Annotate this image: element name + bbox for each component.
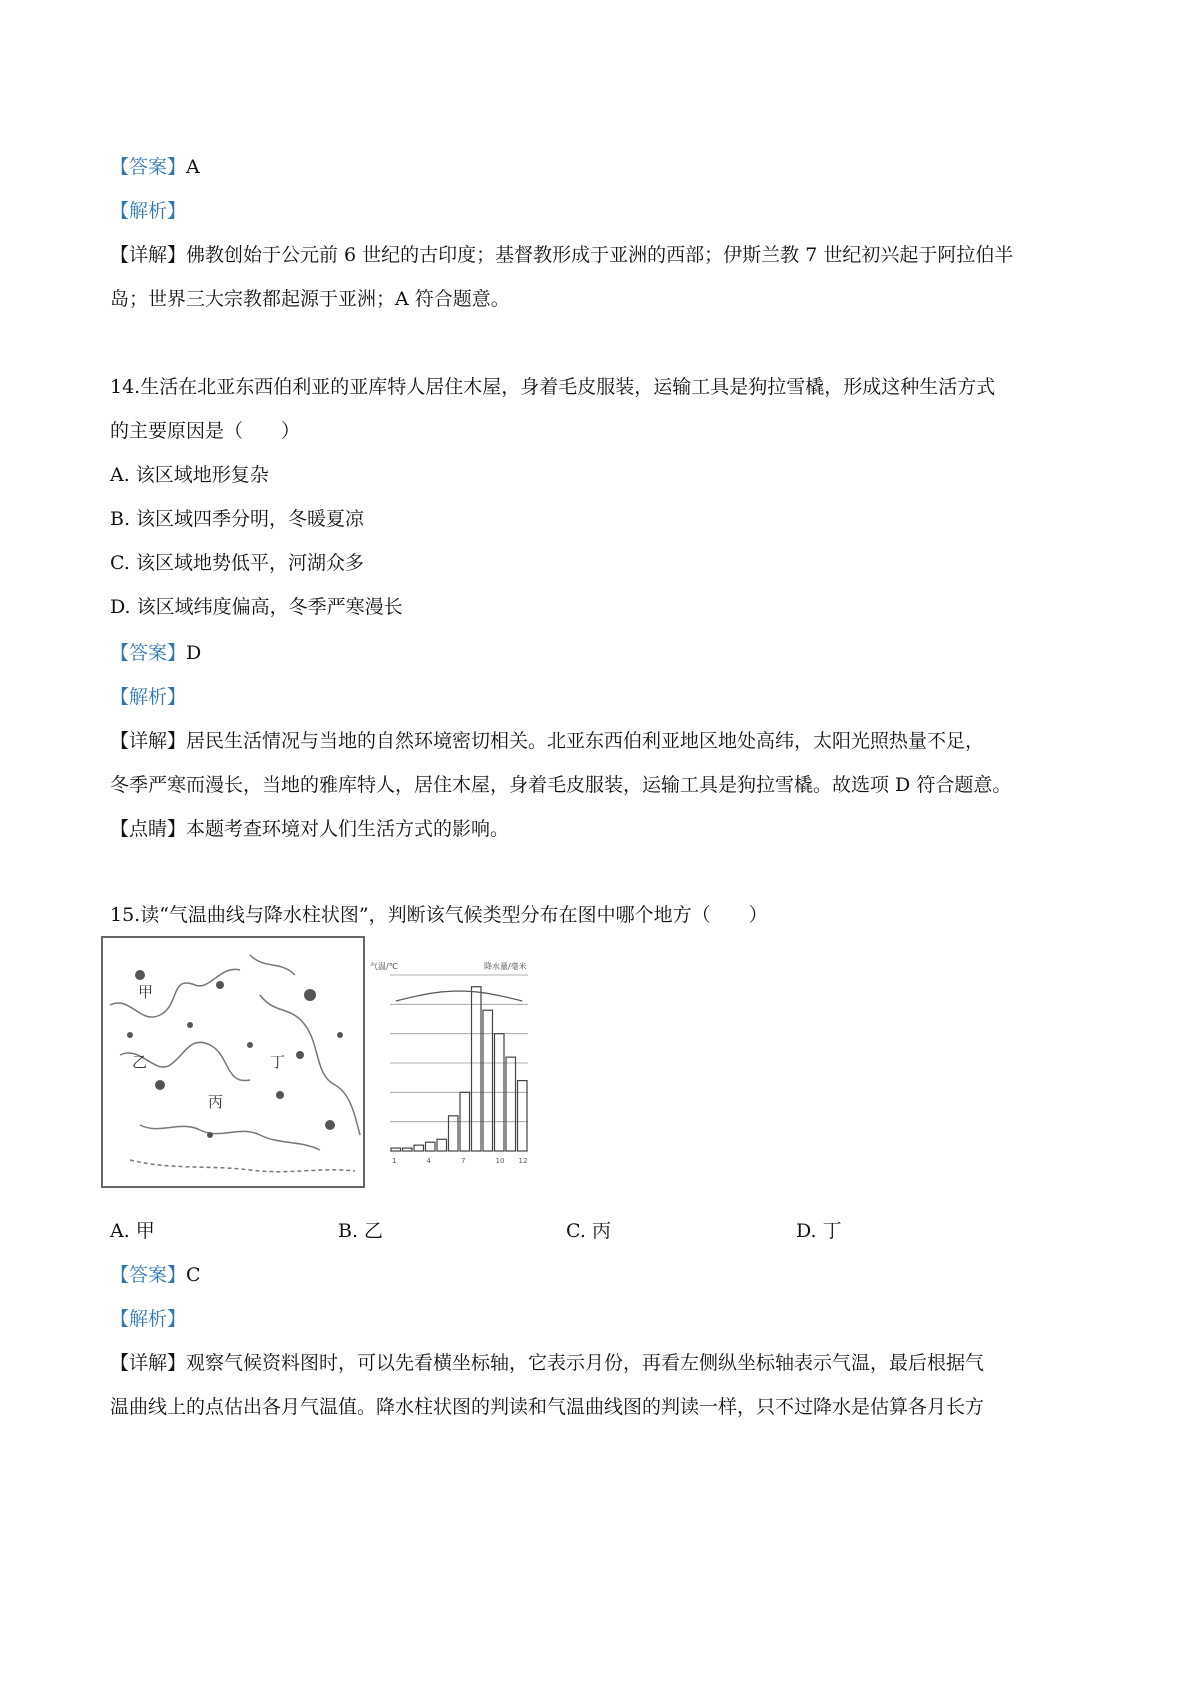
analysis-line-q14 xyxy=(110,684,186,710)
detail-text: 岛；世界三大宗教都起源于亚洲；A 符合题意。 xyxy=(110,288,510,310)
answer-line-q13 xyxy=(110,154,200,180)
detail-line-q15-1 xyxy=(110,1350,984,1376)
detail-text: 居民生活情况与当地的自然环境密切相关。北亚东西伯利亚地区地处高纬，太阳光照热量不足， xyxy=(186,730,985,752)
q14-option-b xyxy=(110,506,364,532)
q15-option-text: C. 丙 xyxy=(566,1220,611,1242)
answer-tag: 【答案】 xyxy=(110,1264,187,1286)
climate-chart xyxy=(368,955,540,1173)
comment-line-q14 xyxy=(110,816,509,842)
detail-line-q14-2 xyxy=(110,772,1011,798)
detail-text: 佛教创始于公元前 6 世纪的古印度；基督教形成于亚洲的西部；伊斯兰教 7 世纪初兴起于阿拉伯半 xyxy=(186,244,1014,266)
q14-stem-text: 14.生活在北亚东西伯利亚的亚库特人居住木屋，身着毛皮服装，运输工具是狗拉雪橇，形成这种生活方式 xyxy=(110,376,996,398)
answer-line-q14 xyxy=(110,640,201,666)
x-tick-label: 4 xyxy=(426,1157,431,1165)
q14-option-d xyxy=(110,594,403,620)
detail-text: 冬季严寒而漫长，当地的雅库特人，居住木屋，身着毛皮服装，运输工具是狗拉雪橇。故选项 D 符合题意。 xyxy=(110,774,1012,796)
comment-tag: 【点睛】 xyxy=(110,818,187,840)
answer-value: C xyxy=(186,1264,201,1286)
map-label-jia: 甲 xyxy=(138,983,154,1001)
detail-line-q15-2 xyxy=(110,1394,984,1420)
chart-background xyxy=(368,955,540,1173)
analysis-tag: 【解析】 xyxy=(110,1308,187,1330)
x-tick-label: 10 xyxy=(495,1157,505,1165)
detail-tag: 【详解】 xyxy=(110,730,187,752)
q14-option-text: B. 该区域四季分明，冬暖夏凉 xyxy=(110,508,365,530)
q15-stem-line xyxy=(110,902,768,928)
q14-stem-line-1 xyxy=(110,374,995,400)
answer-value: D xyxy=(186,642,202,664)
q15-option-text: A. 甲 xyxy=(110,1220,155,1242)
q14-stem-text: 的主要原因是（ ） xyxy=(110,420,301,442)
q15-option-a xyxy=(110,1218,155,1244)
detail-line-q13-2 xyxy=(110,286,510,312)
answer-tag: 【答案】 xyxy=(110,156,187,178)
q15-option-text: B. 乙 xyxy=(338,1220,384,1242)
answer-value: A xyxy=(186,156,200,178)
x-tick-label: 12 xyxy=(518,1157,528,1165)
q15-stem-text: 15.读“气温曲线与降水柱状图”，判断该气候类型分布在图中哪个地方（ ） xyxy=(110,904,768,926)
q15-option-b xyxy=(338,1218,383,1244)
map-label-yi: 乙 xyxy=(132,1053,148,1071)
answer-line-q15 xyxy=(110,1262,201,1288)
x-tick-label: 7 xyxy=(461,1157,466,1165)
detail-line-q13-1 xyxy=(110,242,1013,268)
detail-tag: 【详解】 xyxy=(110,244,187,266)
analysis-tag: 【解析】 xyxy=(110,200,187,222)
detail-tag: 【详解】 xyxy=(110,1352,187,1374)
map-label-ding: 丁 xyxy=(270,1053,286,1071)
q14-option-c xyxy=(110,550,364,576)
x-tick-label: 1 xyxy=(392,1157,397,1165)
q15-option-d xyxy=(796,1218,842,1244)
chart-ylabel: 气温/℃ xyxy=(370,962,398,971)
region-map-figure xyxy=(100,935,368,1191)
detail-text: 温曲线上的点估出各月气温值。降水柱状图的判读和气温曲线图的判读一样，只不过降水是估算各月长方 xyxy=(110,1396,985,1418)
detail-text: 观察气候资料图时，可以先看横坐标轴，它表示月份，再看左侧纵坐标轴表示气温，最后根据气 xyxy=(186,1352,985,1374)
q14-option-text: A. 该区域地形复杂 xyxy=(110,464,269,486)
q14-option-text: D. 该区域纬度偏高，冬季严寒漫长 xyxy=(110,596,403,618)
analysis-tag: 【解析】 xyxy=(110,686,187,708)
q15-option-c xyxy=(566,1218,611,1244)
answer-tag: 【答案】 xyxy=(110,642,187,664)
comment-text: 本题考查环境对人们生活方式的影响。 xyxy=(186,818,510,840)
q15-option-text: D. 丁 xyxy=(796,1220,842,1242)
map-label-bing: 丙 xyxy=(208,1093,224,1111)
q14-option-text: C. 该区域地势低平，河湖众多 xyxy=(110,552,364,574)
q14-stem-line-2 xyxy=(110,418,300,444)
q14-option-a xyxy=(110,462,269,488)
analysis-line-q13 xyxy=(110,198,186,224)
chart-legend: 降水量/毫米 xyxy=(484,962,527,971)
detail-line-q14-1 xyxy=(110,728,984,754)
analysis-line-q15 xyxy=(110,1306,186,1332)
